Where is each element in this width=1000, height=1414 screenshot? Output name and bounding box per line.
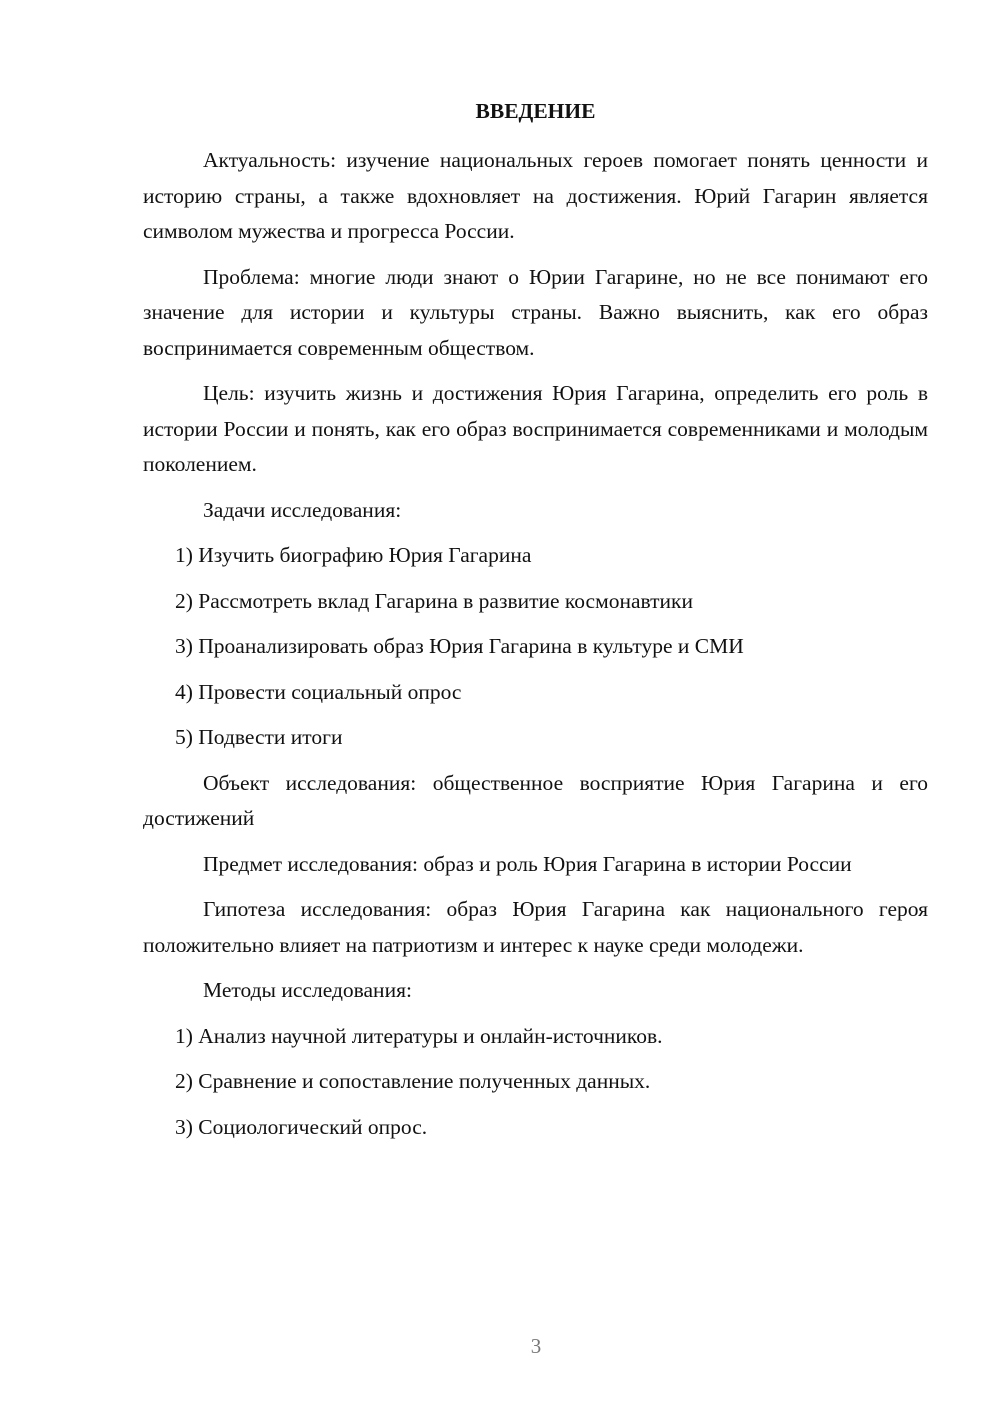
section-title: ВВЕДЕНИЕ xyxy=(475,99,596,123)
task-item: 5) Подвести итоги xyxy=(175,725,343,749)
method-item: 3) Социологический опрос. xyxy=(175,1114,428,1139)
problem-paragraph: Проблема: многие люди знают о Юрии Гагарине, но не все понимают его значение для истории и культуры страны. Важно выяснить, как его образ воспринимается современным обществом. xyxy=(143,264,928,360)
goal-paragraph: Цель: изучить жизнь и достижения Юрия Гагарина, определить его роль в истории России и понять, как его образ воспринимается современниками и молодым поколением. xyxy=(143,381,928,476)
task-item: 4) Провести социальный опрос xyxy=(175,679,462,704)
method-item: 1) Анализ научной литературы и онлайн-источников. xyxy=(175,1023,663,1048)
task-item: 1) Изучить биографию Юрия Гагарина xyxy=(175,543,532,567)
tasks-heading: Задачи исследования: xyxy=(203,497,402,522)
task-item: 3) Проанализировать образ Юрия Гагарина в культуре и СМИ xyxy=(175,634,744,658)
method-item: 2) Сравнение и сопоставление полученных данных. xyxy=(175,1069,651,1093)
methods-heading: Методы исследования: xyxy=(203,978,412,1002)
relevance-paragraph: Актуальность: изучение национальных героев помогает понять ценности и историю страны, а также вдохновляет на достижения. Юрий Гагарин является символом мужества и прогресса России. xyxy=(143,148,928,243)
page-number: 3 xyxy=(530,1334,542,1358)
subject-paragraph: Предмет исследования: образ и роль Юрия Гагарина в истории России xyxy=(203,851,852,876)
object-paragraph: Объект исследования: общественное восприятие Юрия Гагарина и его достижений xyxy=(143,770,928,830)
task-item: 2) Рассмотреть вклад Гагарина в развитие космонавтики xyxy=(175,588,693,613)
hypothesis-paragraph: Гипотеза исследования: образ Юрия Гагарина как национального героя положительно влияет на патриотизм и интерес к науке среди молодежи. xyxy=(143,897,928,957)
document-page xyxy=(143,95,928,1155)
